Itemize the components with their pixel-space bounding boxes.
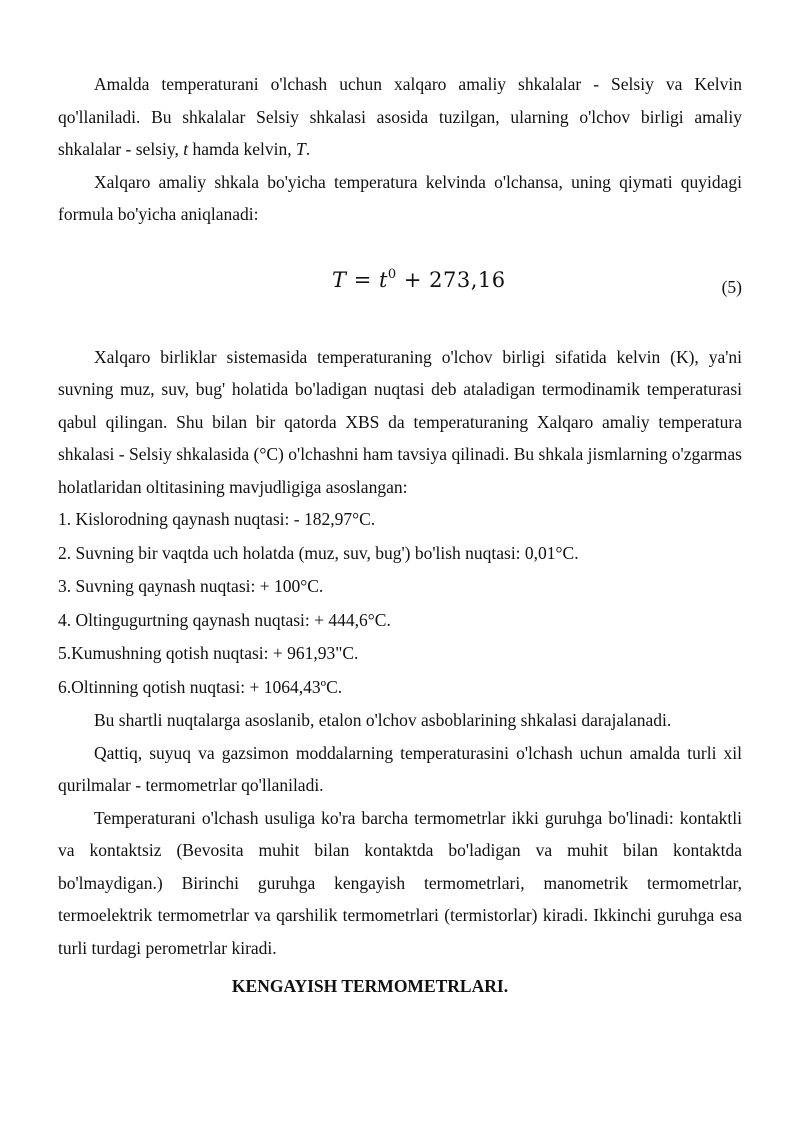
list-item: 6.Oltinning qotish nuqtasi: + 1064,43ºC. (58, 676, 343, 697)
formula-variable: t (378, 267, 388, 292)
formula-rhs: + 273,16 (396, 267, 506, 292)
symbol-T: T (295, 139, 306, 159)
paragraph-formula-intro: Xalqaro amaliy shkala bo'yicha temperatura kelvinda o'lchansa, uning qiymati quyidagi formula bo'yicha aniqlanadi: (58, 171, 742, 224)
formula-superscript: 0 (387, 266, 397, 282)
paragraph-intro-end: . (305, 139, 311, 159)
paragraph-intro (58, 68, 742, 166)
list-item: 5.Kumushning qotish nuqtasi: + 961,93"C. (58, 643, 359, 663)
list-item: 1. Kislorodning qaynash nuqtasi: - 182,97°C. (58, 509, 376, 529)
formula-block (58, 231, 742, 341)
section-heading: KENGAYISH TERMOMETRLARI. (231, 976, 509, 996)
equation-number: (5) (721, 276, 742, 297)
paragraph-thermometers: Qattiq, suyuq va gazsimon moddalarning temperaturasini o'lchash uchun amalda turli xil qurilmalar - termometrlar qo'llaniladi. (58, 742, 742, 795)
formula-equals: = (346, 267, 379, 292)
symbol-t: t (183, 139, 189, 159)
formula-lhs: T (332, 267, 347, 292)
kelvin-formula (332, 267, 506, 292)
list-item: 4. Oltingugurtning qaynash nuqtasi: + 444,6°C. (58, 609, 391, 630)
paragraph-groups: Temperaturani o'lchash usuliga ko'ra barcha termometrlar ikki guruhga bo'linadi: kontaktli va kontaktsiz (Bevosita muhit bilan kontaktda bo'ladigan va muhit bilan kontaktda bo'lmaydigan.) Birinchi guruhga kengayish termometrlari, manometrik termometrlar, termoelektrik termometrlar va qarshilik termometrlari (termistorlar) kiradi. Ikkinchi guruhga esa turli turdagi perometrlar kiradi. (58, 807, 742, 958)
paragraph-si-units: Xalqaro birliklar sistemasida temperaturaning o'lchov birligi sifatida kelvin (K), ya'ni suvning muz, suv, bug' holatida bo'ladigan nuqtasi deb ataladigan termodinamik temperaturasi qabul qilingan. Shu bilan bir qatorda XBS da temperaturaning Xalqaro amaliy temperatura shkalasi - Selsiy shkalasida (°C) o'lchashni ham tavsiya qilinadi. Bu shkala jismlarning o'zgarmas holatlaridan oltitasining mavjudligiga asoslangan: (58, 346, 742, 497)
paragraph-calibration: Bu shartli nuqtalarga asoslanib, etalon o'lchov asboblarining shkalasi darajalanadi. (94, 710, 672, 730)
list-item: 3. Suvning qaynash nuqtasi: + 100°C. (58, 576, 324, 596)
paragraph-intro-text: Amalda temperaturani o'lchash uchun xalqaro amaliy shkalalar - Selsiy va Kelvin qo'llaniladi. Bu shkalalar Selsiy shkalasi asosida tuzilgan, ularning o'lchov birligi amaliy shkalalar - selsiy, (58, 74, 742, 159)
paragraph-intro-mid: hamda kelvin, (188, 139, 296, 159)
list-item: 2. Suvning bir vaqtda uch holatda (muz, suv, bug') bo'lish nuqtasi: 0,01°C. (58, 542, 579, 563)
